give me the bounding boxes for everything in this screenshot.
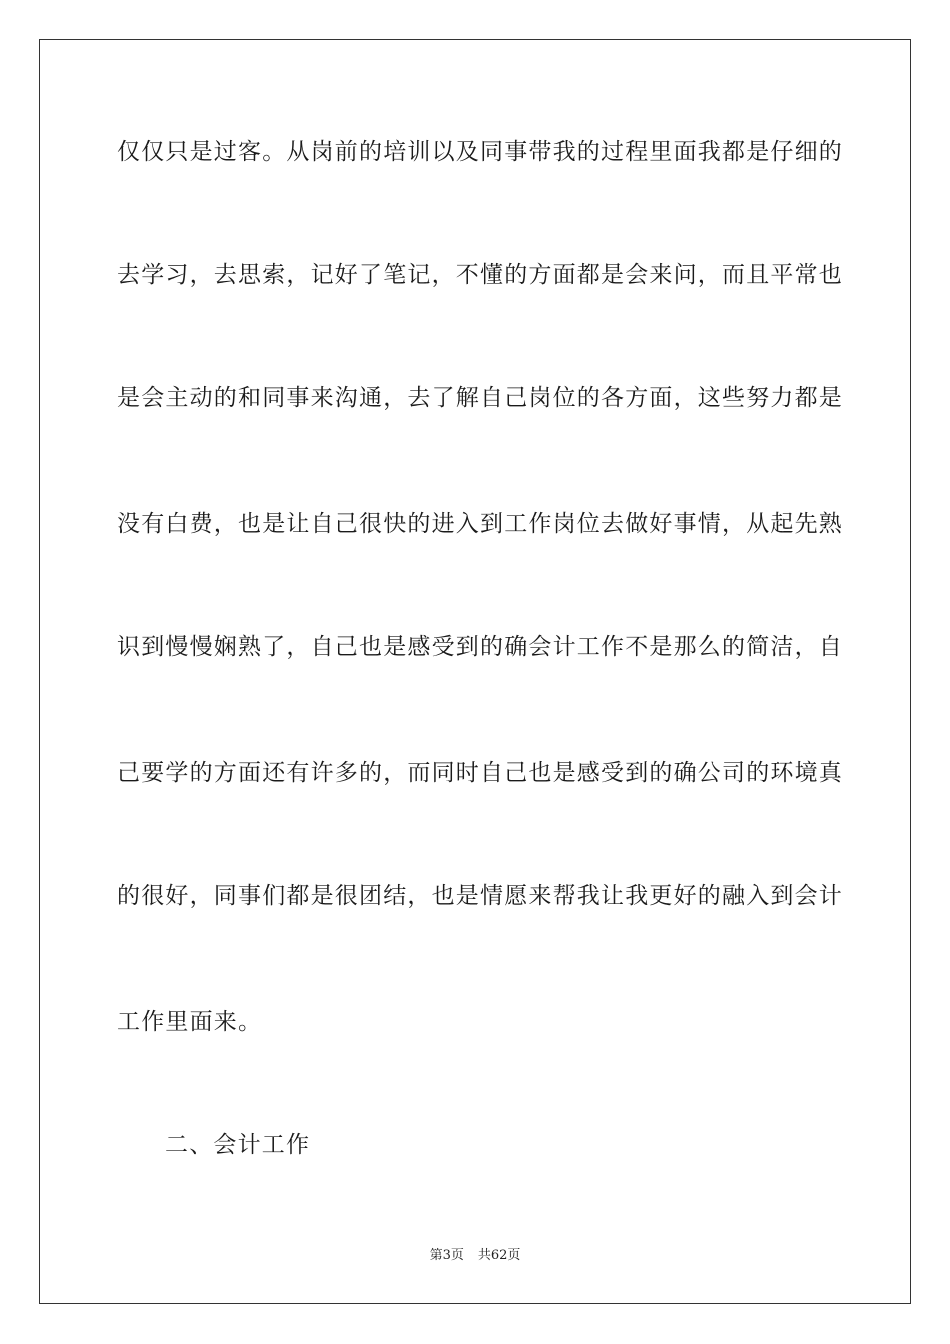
paragraph-line-3: 是会主动的和同事来沟通，去了解自己岗位的各方面，这些努力都是: [117, 385, 843, 411]
paragraph-line-1: 仅仅只是过客。从岗前的培训以及同事带我的过程里面我都是仔细的: [117, 139, 843, 165]
page-footer: [0, 1247, 950, 1265]
paragraph-line-7: 的很好，同事们都是很团结，也是情愿来帮我让我更好的融入到会计: [117, 883, 843, 909]
page-total: 共62页: [477, 1248, 521, 1263]
page-number: 第3页: [429, 1248, 464, 1263]
paragraph-line-5: 识到慢慢娴熟了，自己也是感受到的确会计工作不是那么的简洁，自: [117, 634, 843, 660]
page-border: [39, 39, 911, 1304]
section-heading: 二、会计工作: [165, 1132, 311, 1158]
paragraph-line-4: 没有白费，也是让自己很快的进入到工作岗位去做好事情，从起先熟: [117, 511, 843, 537]
paragraph-line-2: 去学习，去思索，记好了笔记，不懂的方面都是会来问，而且平常也: [117, 262, 843, 288]
paragraph-line-6: 己要学的方面还有许多的，而同时自己也是感受到的确公司的环境真: [117, 760, 843, 786]
paragraph-line-8: 工作里面来。: [117, 1009, 263, 1035]
